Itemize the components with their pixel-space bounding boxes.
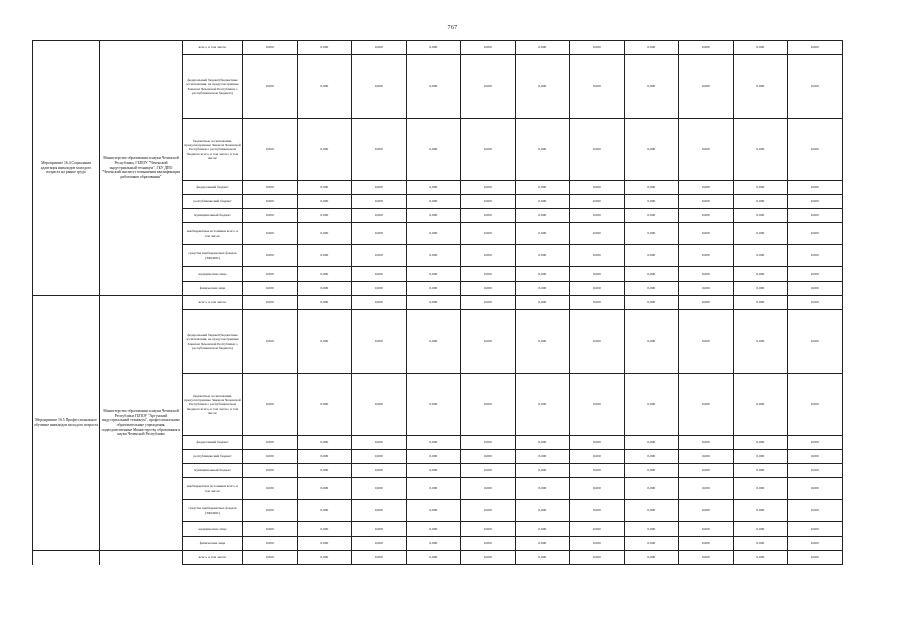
value-cell: 0,000 xyxy=(788,267,843,282)
value-cell: 0,000 xyxy=(243,296,298,310)
measure-title xyxy=(33,551,100,565)
funding-source: юридические лица xyxy=(183,522,243,537)
value-cell: 0,000 xyxy=(406,181,461,195)
value-cell: 0,000 xyxy=(352,209,407,223)
value-cell: 0,000 xyxy=(406,500,461,522)
value-cell: 0,000 xyxy=(515,450,570,464)
value-cell: 0,000 xyxy=(406,436,461,450)
value-cell: 0,000 xyxy=(624,310,679,374)
value-cell: 0,000 xyxy=(243,537,298,551)
funding-source: муниципальный бюджет xyxy=(183,209,243,223)
value-cell: 0,000 xyxy=(297,464,352,478)
value-cell: 0,000 xyxy=(624,55,679,119)
value-cell: 0,000 xyxy=(788,195,843,209)
value-cell: 0,000 xyxy=(352,310,407,374)
value-cell: 0,000 xyxy=(515,537,570,551)
value-cell: 0,000 xyxy=(461,245,516,267)
budget-table-body xyxy=(33,41,843,565)
value-cell: 0,000 xyxy=(733,374,788,436)
value-cell: 0,000 xyxy=(679,478,734,500)
value-cell: 0,000 xyxy=(570,478,625,500)
value-cell: 0,000 xyxy=(788,41,843,55)
value-cell: 0,000 xyxy=(733,551,788,565)
value-cell: 0,000 xyxy=(406,223,461,245)
value-cell: 0,000 xyxy=(679,181,734,195)
value-cell: 0,000 xyxy=(406,537,461,551)
table-row xyxy=(33,551,843,565)
value-cell: 0,000 xyxy=(515,310,570,374)
value-cell: 0,000 xyxy=(624,267,679,282)
value-cell: 0,000 xyxy=(624,282,679,296)
value-cell: 0,000 xyxy=(788,522,843,537)
value-cell: 0,000 xyxy=(406,478,461,500)
value-cell: 0,000 xyxy=(679,537,734,551)
value-cell: 0,000 xyxy=(297,119,352,181)
value-cell: 0,000 xyxy=(624,195,679,209)
value-cell: 0,000 xyxy=(297,282,352,296)
value-cell: 0,000 xyxy=(461,195,516,209)
funding-source: федеральный бюджет(бюджетные ассигнования, не предусмотренные Законом Чеченской Республики о республиканском бюджете) xyxy=(183,310,243,374)
value-cell: 0,000 xyxy=(679,195,734,209)
value-cell: 0,000 xyxy=(461,464,516,478)
funding-source: всего, в том числе: xyxy=(183,296,243,310)
executor-cell: Министерство образования и науки Чеченской Республики, ГБПОУ "Чеченский индустриальный техникум", ГБУ ДПО "Чеченский институт повышения квалификации работников образования" xyxy=(100,41,183,296)
value-cell: 0,000 xyxy=(461,478,516,500)
value-cell: 0,000 xyxy=(679,500,734,522)
value-cell: 0,000 xyxy=(243,41,298,55)
value-cell: 0,000 xyxy=(406,374,461,436)
value-cell: 0,000 xyxy=(297,195,352,209)
value-cell: 0,000 xyxy=(297,209,352,223)
value-cell: 0,000 xyxy=(406,464,461,478)
value-cell: 0,000 xyxy=(352,245,407,267)
value-cell: 0,000 xyxy=(515,245,570,267)
value-cell: 0,000 xyxy=(243,55,298,119)
value-cell: 0,000 xyxy=(297,296,352,310)
value-cell: 0,000 xyxy=(624,537,679,551)
value-cell: 0,000 xyxy=(624,181,679,195)
value-cell: 0,000 xyxy=(570,522,625,537)
value-cell: 0,000 xyxy=(352,436,407,450)
value-cell: 0,000 xyxy=(515,436,570,450)
value-cell: 0,000 xyxy=(352,464,407,478)
value-cell: 0,000 xyxy=(297,500,352,522)
value-cell: 0,000 xyxy=(624,245,679,267)
value-cell: 0,000 xyxy=(297,436,352,450)
value-cell: 0,000 xyxy=(243,436,298,450)
value-cell: 0,000 xyxy=(788,209,843,223)
value-cell: 0,000 xyxy=(515,374,570,436)
executor-cell xyxy=(100,551,183,565)
value-cell: 0,000 xyxy=(788,296,843,310)
value-cell: 0,000 xyxy=(297,374,352,436)
value-cell: 0,000 xyxy=(570,464,625,478)
table-row xyxy=(33,41,843,55)
value-cell: 0,000 xyxy=(352,267,407,282)
funding-source: всего, в том числе: xyxy=(183,551,243,565)
value-cell: 0,000 xyxy=(624,374,679,436)
value-cell: 0,000 xyxy=(788,245,843,267)
value-cell: 0,000 xyxy=(297,55,352,119)
value-cell: 0,000 xyxy=(733,282,788,296)
value-cell: 0,000 xyxy=(297,267,352,282)
value-cell: 0,000 xyxy=(515,55,570,119)
value-cell: 0,000 xyxy=(624,223,679,245)
value-cell: 0,000 xyxy=(352,119,407,181)
value-cell: 0,000 xyxy=(788,181,843,195)
value-cell: 0,000 xyxy=(515,282,570,296)
value-cell: 0,000 xyxy=(570,119,625,181)
value-cell: 0,000 xyxy=(515,181,570,195)
value-cell: 0,000 xyxy=(733,181,788,195)
value-cell: 0,000 xyxy=(243,374,298,436)
value-cell: 0,000 xyxy=(733,55,788,119)
value-cell: 0,000 xyxy=(624,551,679,565)
page-number: 767 xyxy=(447,25,458,31)
value-cell: 0,000 xyxy=(679,209,734,223)
value-cell: 0,000 xyxy=(297,181,352,195)
value-cell: 0,000 xyxy=(570,41,625,55)
funding-source: федеральный бюджет xyxy=(183,181,243,195)
value-cell: 0,000 xyxy=(461,537,516,551)
value-cell: 0,000 xyxy=(570,296,625,310)
value-cell: 0,000 xyxy=(570,267,625,282)
value-cell: 0,000 xyxy=(243,522,298,537)
value-cell: 0,000 xyxy=(515,500,570,522)
value-cell: 0,000 xyxy=(788,310,843,374)
value-cell: 0,000 xyxy=(515,223,570,245)
measure-title: Мероприятие 16.4 Социальная адаптация инвалидов молодого возраста на рынке труда xyxy=(33,41,100,296)
table-row xyxy=(33,296,843,310)
funding-source: республиканский бюджет xyxy=(183,195,243,209)
value-cell: 0,000 xyxy=(406,551,461,565)
value-cell: 0,000 xyxy=(297,450,352,464)
value-cell: 0,000 xyxy=(570,374,625,436)
value-cell: 0,000 xyxy=(515,464,570,478)
funding-source: бюджетные ассигнования, предусмотренные Законом Чеченской Республики о республиканском бюджете всего, в том числе:, в том числе: xyxy=(183,119,243,181)
value-cell: 0,000 xyxy=(788,478,843,500)
value-cell: 0,000 xyxy=(624,119,679,181)
funding-source: внебюджетные источники всего, в том числе: xyxy=(183,478,243,500)
value-cell: 0,000 xyxy=(733,41,788,55)
value-cell: 0,000 xyxy=(461,500,516,522)
value-cell: 0,000 xyxy=(788,374,843,436)
value-cell: 0,000 xyxy=(461,282,516,296)
value-cell: 0,000 xyxy=(570,209,625,223)
value-cell: 0,000 xyxy=(352,374,407,436)
value-cell: 0,000 xyxy=(624,500,679,522)
value-cell: 0,000 xyxy=(570,500,625,522)
value-cell: 0,000 xyxy=(461,41,516,55)
value-cell: 0,000 xyxy=(461,296,516,310)
funding-source: средства внебюджетных фондов (ТФОМС) xyxy=(183,500,243,522)
value-cell: 0,000 xyxy=(679,464,734,478)
value-cell: 0,000 xyxy=(515,478,570,500)
value-cell: 0,000 xyxy=(406,41,461,55)
value-cell: 0,000 xyxy=(297,223,352,245)
value-cell: 0,000 xyxy=(297,522,352,537)
value-cell: 0,000 xyxy=(624,522,679,537)
value-cell: 0,000 xyxy=(788,282,843,296)
value-cell: 0,000 xyxy=(624,209,679,223)
value-cell: 0,000 xyxy=(297,537,352,551)
value-cell: 0,000 xyxy=(352,282,407,296)
value-cell: 0,000 xyxy=(243,450,298,464)
funding-source: федеральный бюджет xyxy=(183,436,243,450)
value-cell: 0,000 xyxy=(243,223,298,245)
value-cell: 0,000 xyxy=(352,551,407,565)
value-cell: 0,000 xyxy=(352,55,407,119)
value-cell: 0,000 xyxy=(243,209,298,223)
value-cell: 0,000 xyxy=(788,436,843,450)
value-cell: 0,000 xyxy=(352,41,407,55)
value-cell: 0,000 xyxy=(788,55,843,119)
value-cell: 0,000 xyxy=(733,500,788,522)
value-cell: 0,000 xyxy=(679,55,734,119)
value-cell: 0,000 xyxy=(679,282,734,296)
value-cell: 0,000 xyxy=(461,310,516,374)
value-cell: 0,000 xyxy=(733,436,788,450)
value-cell: 0,000 xyxy=(679,267,734,282)
value-cell: 0,000 xyxy=(788,450,843,464)
value-cell: 0,000 xyxy=(515,41,570,55)
value-cell: 0,000 xyxy=(352,181,407,195)
value-cell: 0,000 xyxy=(679,436,734,450)
value-cell: 0,000 xyxy=(352,537,407,551)
value-cell: 0,000 xyxy=(352,450,407,464)
value-cell: 0,000 xyxy=(243,551,298,565)
value-cell: 0,000 xyxy=(406,282,461,296)
value-cell: 0,000 xyxy=(461,223,516,245)
value-cell: 0,000 xyxy=(243,267,298,282)
value-cell: 0,000 xyxy=(733,119,788,181)
value-cell: 0,000 xyxy=(733,310,788,374)
value-cell: 0,000 xyxy=(733,450,788,464)
value-cell: 0,000 xyxy=(788,500,843,522)
value-cell: 0,000 xyxy=(733,267,788,282)
funding-source: муниципальный бюджет xyxy=(183,464,243,478)
value-cell: 0,000 xyxy=(515,195,570,209)
value-cell: 0,000 xyxy=(461,436,516,450)
value-cell: 0,000 xyxy=(733,537,788,551)
value-cell: 0,000 xyxy=(461,267,516,282)
value-cell: 0,000 xyxy=(406,119,461,181)
value-cell: 0,000 xyxy=(733,223,788,245)
budget-table xyxy=(32,40,843,565)
value-cell: 0,000 xyxy=(406,296,461,310)
value-cell: 0,000 xyxy=(788,464,843,478)
value-cell: 0,000 xyxy=(570,436,625,450)
value-cell: 0,000 xyxy=(461,551,516,565)
value-cell: 0,000 xyxy=(515,551,570,565)
value-cell: 0,000 xyxy=(733,296,788,310)
value-cell: 0,000 xyxy=(679,223,734,245)
value-cell: 0,000 xyxy=(515,209,570,223)
value-cell: 0,000 xyxy=(515,267,570,282)
value-cell: 0,000 xyxy=(570,245,625,267)
value-cell: 0,000 xyxy=(352,296,407,310)
value-cell: 0,000 xyxy=(461,374,516,436)
value-cell: 0,000 xyxy=(679,296,734,310)
funding-source: физические лица xyxy=(183,282,243,296)
value-cell: 0,000 xyxy=(570,551,625,565)
value-cell: 0,000 xyxy=(624,450,679,464)
value-cell: 0,000 xyxy=(243,478,298,500)
value-cell: 0,000 xyxy=(243,181,298,195)
value-cell: 0,000 xyxy=(679,551,734,565)
value-cell: 0,000 xyxy=(461,209,516,223)
funding-source: федеральный бюджет(бюджетные ассигнования, не предусмотренные Законом Чеченской Республики о республиканском бюджете) xyxy=(183,55,243,119)
value-cell: 0,000 xyxy=(406,209,461,223)
value-cell: 0,000 xyxy=(570,55,625,119)
value-cell: 0,000 xyxy=(406,267,461,282)
value-cell: 0,000 xyxy=(679,374,734,436)
value-cell: 0,000 xyxy=(733,245,788,267)
value-cell: 0,000 xyxy=(624,478,679,500)
value-cell: 0,000 xyxy=(297,310,352,374)
value-cell: 0,000 xyxy=(624,41,679,55)
value-cell: 0,000 xyxy=(679,450,734,464)
funding-source: физические лица xyxy=(183,537,243,551)
value-cell: 0,000 xyxy=(243,464,298,478)
value-cell: 0,000 xyxy=(788,551,843,565)
value-cell: 0,000 xyxy=(570,450,625,464)
executor-cell: Министерство образования и науки Чеченской Республики ГБПОУ "Аргунский индустриальный техникум", профессиональные образовательные учреждения, подведомственные Министерству образования и науки Чеченской Республики xyxy=(100,296,183,551)
value-cell: 0,000 xyxy=(243,119,298,181)
value-cell: 0,000 xyxy=(406,55,461,119)
value-cell: 0,000 xyxy=(243,282,298,296)
funding-source: внебюджетные источники всего, в том числе: xyxy=(183,223,243,245)
funding-source: бюджетные ассигнования, предусмотренные Законом Чеченской Республики о республиканском бюджете всего, в том числе:, в том числе: xyxy=(183,374,243,436)
value-cell: 0,000 xyxy=(679,522,734,537)
value-cell: 0,000 xyxy=(406,310,461,374)
value-cell: 0,000 xyxy=(679,245,734,267)
value-cell: 0,000 xyxy=(733,464,788,478)
measure-title: Мероприятие 16.5 Профессиональное обучение инвалидов молодого возраста xyxy=(33,296,100,551)
funding-source: юридические лица xyxy=(183,267,243,282)
value-cell: 0,000 xyxy=(570,223,625,245)
value-cell: 0,000 xyxy=(352,223,407,245)
value-cell: 0,000 xyxy=(570,310,625,374)
value-cell: 0,000 xyxy=(733,478,788,500)
value-cell: 0,000 xyxy=(570,537,625,551)
value-cell: 0,000 xyxy=(406,522,461,537)
value-cell: 0,000 xyxy=(461,55,516,119)
value-cell: 0,000 xyxy=(406,450,461,464)
value-cell: 0,000 xyxy=(679,119,734,181)
funding-source: средства внебюджетных фондов (ТФОМС) xyxy=(183,245,243,267)
value-cell: 0,000 xyxy=(406,195,461,209)
value-cell: 0,000 xyxy=(243,195,298,209)
value-cell: 0,000 xyxy=(461,522,516,537)
value-cell: 0,000 xyxy=(733,209,788,223)
value-cell: 0,000 xyxy=(352,522,407,537)
value-cell: 0,000 xyxy=(788,119,843,181)
funding-source: республиканский бюджет xyxy=(183,450,243,464)
value-cell: 0,000 xyxy=(624,296,679,310)
value-cell: 0,000 xyxy=(733,522,788,537)
value-cell: 0,000 xyxy=(515,296,570,310)
value-cell: 0,000 xyxy=(297,245,352,267)
value-cell: 0,000 xyxy=(788,223,843,245)
funding-source: всего, в том числе: xyxy=(183,41,243,55)
value-cell: 0,000 xyxy=(570,195,625,209)
value-cell: 0,000 xyxy=(515,119,570,181)
value-cell: 0,000 xyxy=(461,450,516,464)
value-cell: 0,000 xyxy=(243,310,298,374)
value-cell: 0,000 xyxy=(352,500,407,522)
value-cell: 0,000 xyxy=(570,181,625,195)
value-cell: 0,000 xyxy=(243,500,298,522)
value-cell: 0,000 xyxy=(679,41,734,55)
value-cell: 0,000 xyxy=(352,195,407,209)
value-cell: 0,000 xyxy=(733,195,788,209)
value-cell: 0,000 xyxy=(515,522,570,537)
value-cell: 0,000 xyxy=(352,478,407,500)
value-cell: 0,000 xyxy=(297,551,352,565)
value-cell: 0,000 xyxy=(406,245,461,267)
value-cell: 0,000 xyxy=(788,537,843,551)
value-cell: 0,000 xyxy=(297,41,352,55)
value-cell: 0,000 xyxy=(570,282,625,296)
value-cell: 0,000 xyxy=(679,310,734,374)
value-cell: 0,000 xyxy=(243,245,298,267)
value-cell: 0,000 xyxy=(297,478,352,500)
value-cell: 0,000 xyxy=(461,181,516,195)
value-cell: 0,000 xyxy=(624,436,679,450)
value-cell: 0,000 xyxy=(461,119,516,181)
value-cell: 0,000 xyxy=(624,464,679,478)
